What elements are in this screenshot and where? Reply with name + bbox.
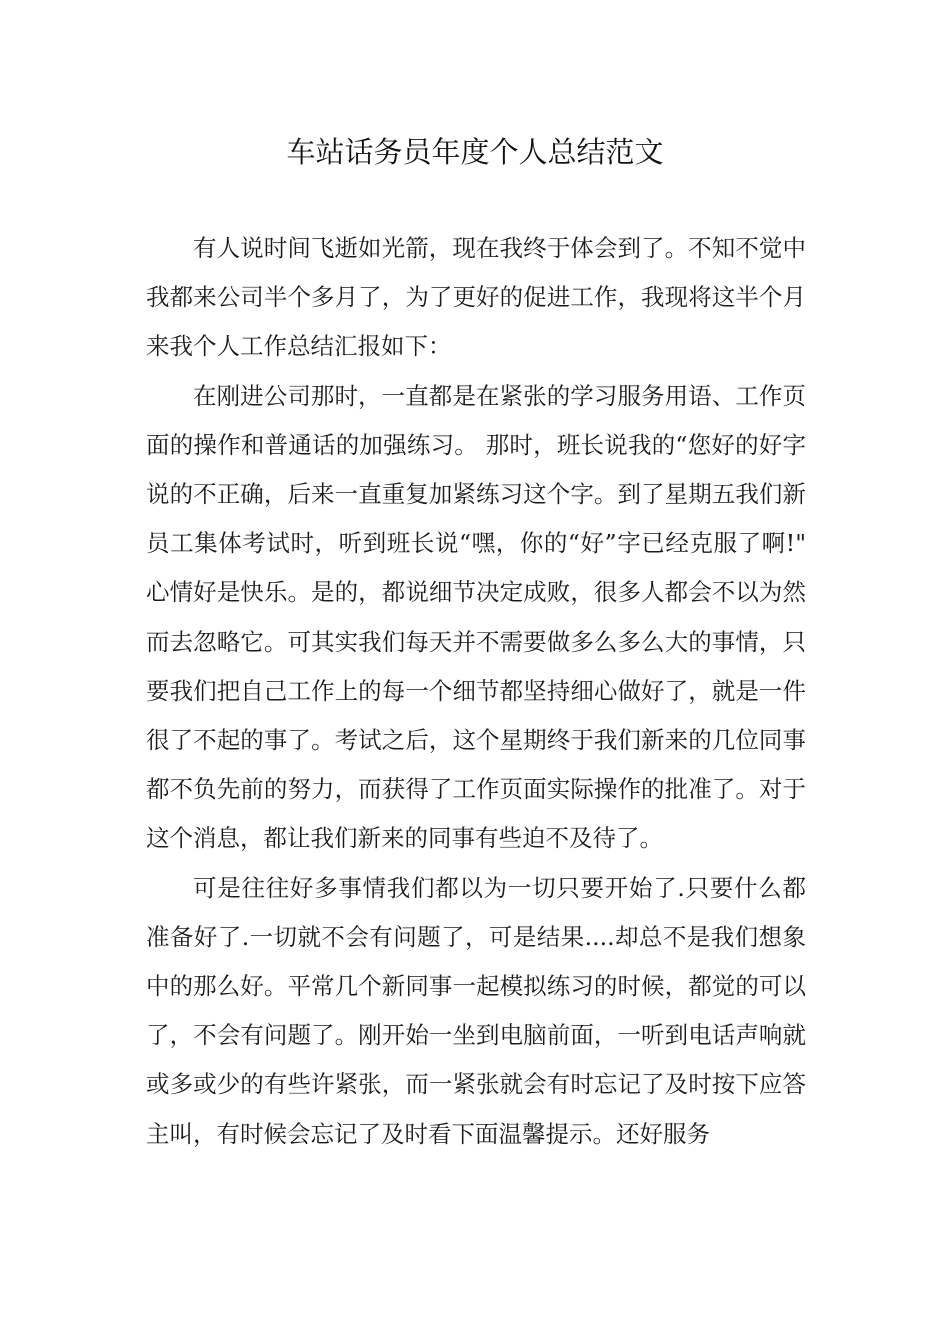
document-title: 车站话务员年度个人总结范文 — [286, 135, 664, 169]
paragraph-1: 有人说时间飞逝如光箭，现在我终于体会到了。不知不觉中我都来公司半个多月了，为了更好的促进工作，我现将这半个月来我个人工作总结汇报如下： — [146, 234, 806, 361]
paragraph-3: 可是往往好多事情我们都以为一切只要开始了.只要什么都准备好了.一切就不会有问题了，可是结果....却总不是我们想象中的那么好。平常几个新同事一起模拟练习的时候，都觉的可以了，不会有问题了。刚开始一坐到电脑前面，一听到电话声响就或多或少的有些许紧张，而一紧张就会有时忘记了及时按下应答主叫，有时候会忘记了及时看下面温馨提示。还好服务 — [146, 873, 806, 1148]
document-body — [146, 224, 806, 1159]
paragraph-2: 在刚进公司那时，一直都是在紧张的学习服务用语、工作页面的操作和普通话的加强练习。 那时，班长说我的“您好的好字说的不正确，后来一直重复加紧练习这个字。到了星期五我们新员工集体考试时，听到班长说“嘿，你的“好”字已经克服了啊!" 心情好是快乐。是的，都说细节决定成败，很多人都会不以为然而去忽略它。可其实我们每天并不需要做多么多么大的事情，只要我们把自己工作上的每一个细节都坚持细心做好了，就是一件很了不起的事了。考试之后，这个星期终于我们新来的几位同事都不负先前的努力，而获得了工作页面实际操作的批准了。对于这个消息，都让我们新来的同事有些迫不及待了。 — [146, 381, 806, 853]
